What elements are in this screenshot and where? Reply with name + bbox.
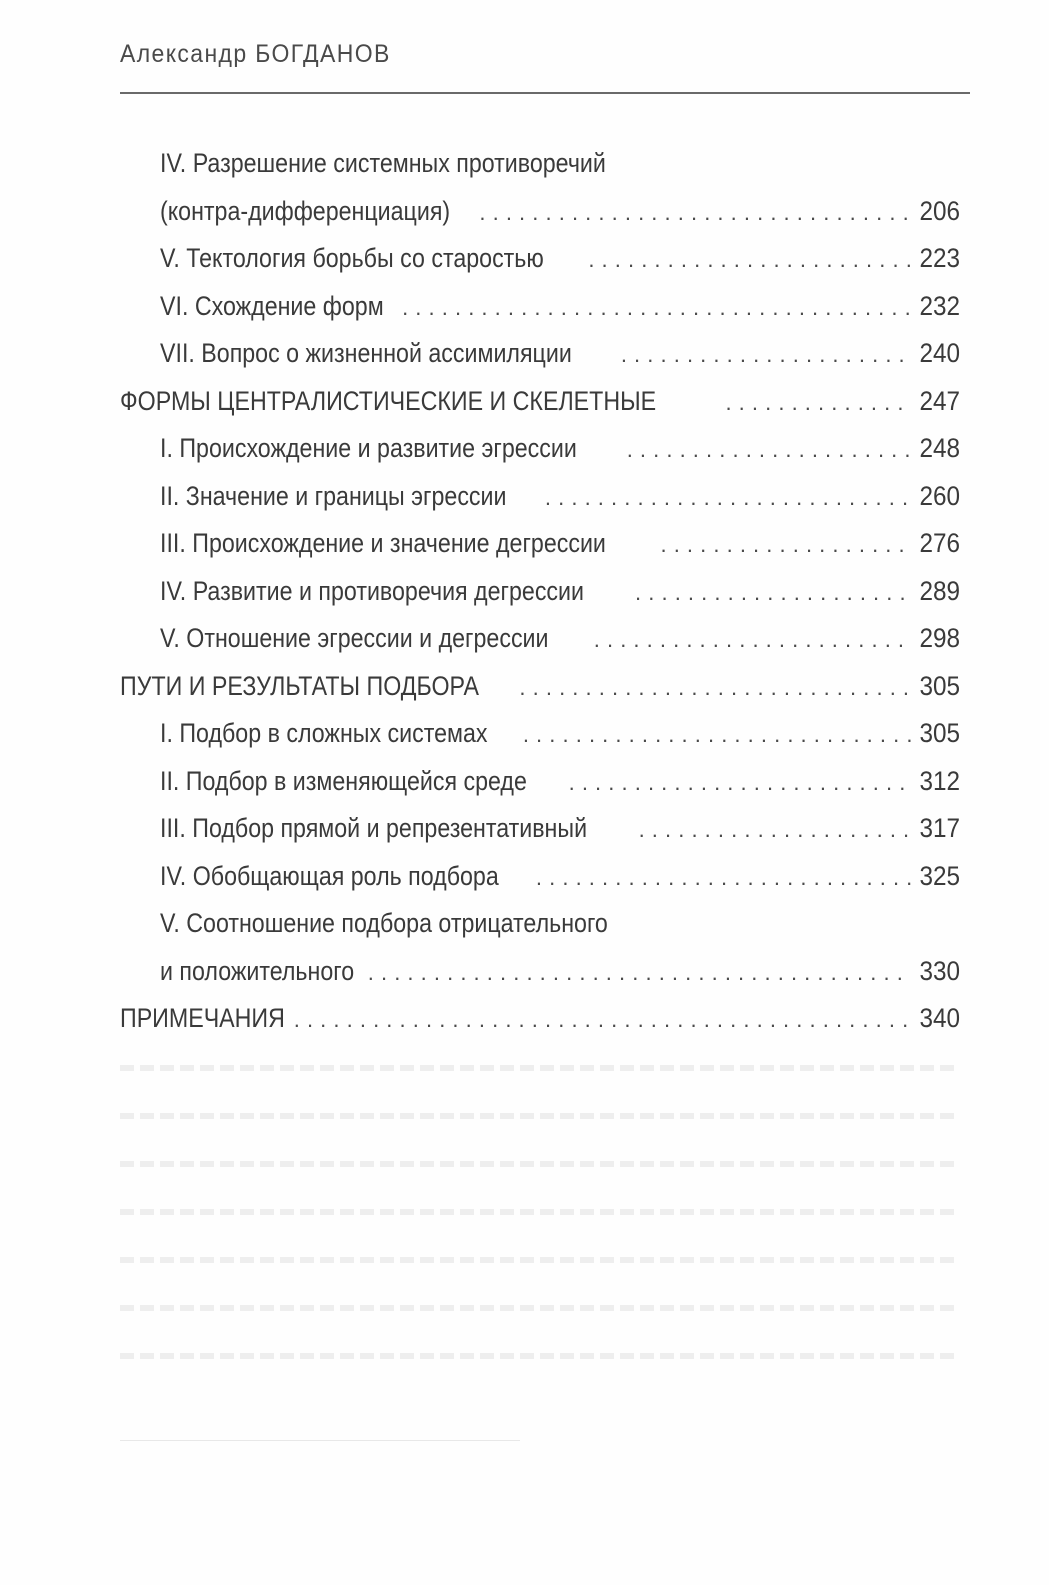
toc-entry xyxy=(120,235,960,283)
toc-entry-page: 232 xyxy=(919,290,960,321)
toc-entry-title: IV. Обобщающая роль подбора xyxy=(160,860,499,891)
toc-entry-title: VII. Вопрос о жизненной ассимиляции xyxy=(160,338,572,368)
header-rule xyxy=(120,92,970,94)
toc-entry-page: 330 xyxy=(919,955,960,986)
toc-entry xyxy=(120,520,960,568)
toc-entry-page: 240 xyxy=(919,338,960,368)
toc-entry-title: III. Подбор прямой и репрезентативный xyxy=(160,813,588,843)
toc-entry xyxy=(120,853,960,901)
dot-leader xyxy=(588,236,911,284)
toc-section-title: ФОРМЫ ЦЕНТРАЛИСТИЧЕСКИЕ И СКЕЛЕТНЫЕ xyxy=(120,385,657,416)
dot-leader xyxy=(725,379,910,427)
dot-leader xyxy=(545,474,911,522)
toc-entry-title: IV. Развитие и противоречия дегрессии xyxy=(160,575,584,606)
toc-entry-title: и положительного xyxy=(160,955,355,986)
toc-entry-title: I. Происхождение и развитие эгрессии xyxy=(160,433,577,463)
toc-section-title: ПУТИ И РЕЗУЛЬТАТЫ ПОДБОРА xyxy=(120,670,479,701)
toc-entry-page: 248 xyxy=(919,433,960,463)
dot-leader xyxy=(402,284,911,332)
toc-entry xyxy=(120,568,960,616)
toc-entry-title: V. Соотношение подбора отрицательного xyxy=(160,908,608,938)
toc-section xyxy=(120,378,960,426)
toc-entry-title: IV. Разрешение системных противоречий xyxy=(160,148,606,178)
toc-section-page: 247 xyxy=(919,385,960,416)
toc-entry-page: 289 xyxy=(919,575,960,606)
dot-leader xyxy=(294,996,911,1044)
table-of-contents xyxy=(120,140,960,1043)
toc-entry-page: 325 xyxy=(919,860,960,891)
toc-entry-title: V. Тектология борьбы со старостью xyxy=(160,243,544,273)
toc-entry-page: 276 xyxy=(919,528,960,558)
toc-entry-title: II. Подбор в изменяющейся среде xyxy=(160,765,527,796)
dot-leader xyxy=(621,331,911,379)
dot-leader xyxy=(635,569,911,617)
toc-entry xyxy=(120,710,960,758)
toc-entry-title: II. Значение и границы эгрессии xyxy=(160,480,507,511)
toc-entry xyxy=(120,188,960,236)
dot-leader xyxy=(627,426,911,474)
toc-entry xyxy=(120,615,960,663)
toc-entry-title: (контра-дифференциация) xyxy=(160,195,451,226)
toc-entry xyxy=(120,900,960,948)
dot-leader xyxy=(639,806,911,854)
toc-entry-title: VI. Схождение форм xyxy=(160,290,384,321)
running-head-author: Александр БОГДАНОВ xyxy=(120,40,391,68)
dot-leader xyxy=(519,664,911,712)
toc-entry xyxy=(120,283,960,331)
dot-leader xyxy=(368,949,911,997)
toc-entry xyxy=(120,140,960,188)
dot-leader xyxy=(569,759,911,807)
toc-entry-title: V. Отношение эгрессии и дегрессии xyxy=(160,623,549,653)
toc-section-page: 305 xyxy=(919,670,960,701)
toc-entry xyxy=(120,330,960,378)
reverse-page-bleed-through xyxy=(120,1065,960,1425)
toc-section xyxy=(120,995,960,1043)
toc-entry xyxy=(120,948,960,996)
toc-entry-title: I. Подбор в сложных системах xyxy=(160,718,488,748)
toc-entry xyxy=(120,758,960,806)
toc-entry xyxy=(120,805,960,853)
toc-section-title: ПРИМЕЧАНИЯ xyxy=(120,1003,285,1033)
toc-section-page: 340 xyxy=(919,1003,960,1033)
dot-leader xyxy=(523,711,911,759)
dot-leader xyxy=(660,521,910,569)
dot-leader xyxy=(479,189,911,237)
toc-section xyxy=(120,663,960,711)
toc-entry-page: 312 xyxy=(919,765,960,796)
toc-entry-title: III. Происхождение и значение дегрессии xyxy=(160,528,606,558)
toc-entry-page: 206 xyxy=(919,195,960,226)
dot-leader xyxy=(536,854,911,902)
toc-entry xyxy=(120,473,960,521)
dot-leader xyxy=(594,616,911,664)
toc-entry xyxy=(120,425,960,473)
toc-entry-page: 305 xyxy=(919,718,960,748)
toc-entry-page: 317 xyxy=(919,813,960,843)
toc-entry-page: 223 xyxy=(919,243,960,273)
reverse-page-rule-bleed xyxy=(120,1440,520,1441)
toc-entry-page: 298 xyxy=(919,623,960,653)
toc-entry-page: 260 xyxy=(919,480,960,511)
